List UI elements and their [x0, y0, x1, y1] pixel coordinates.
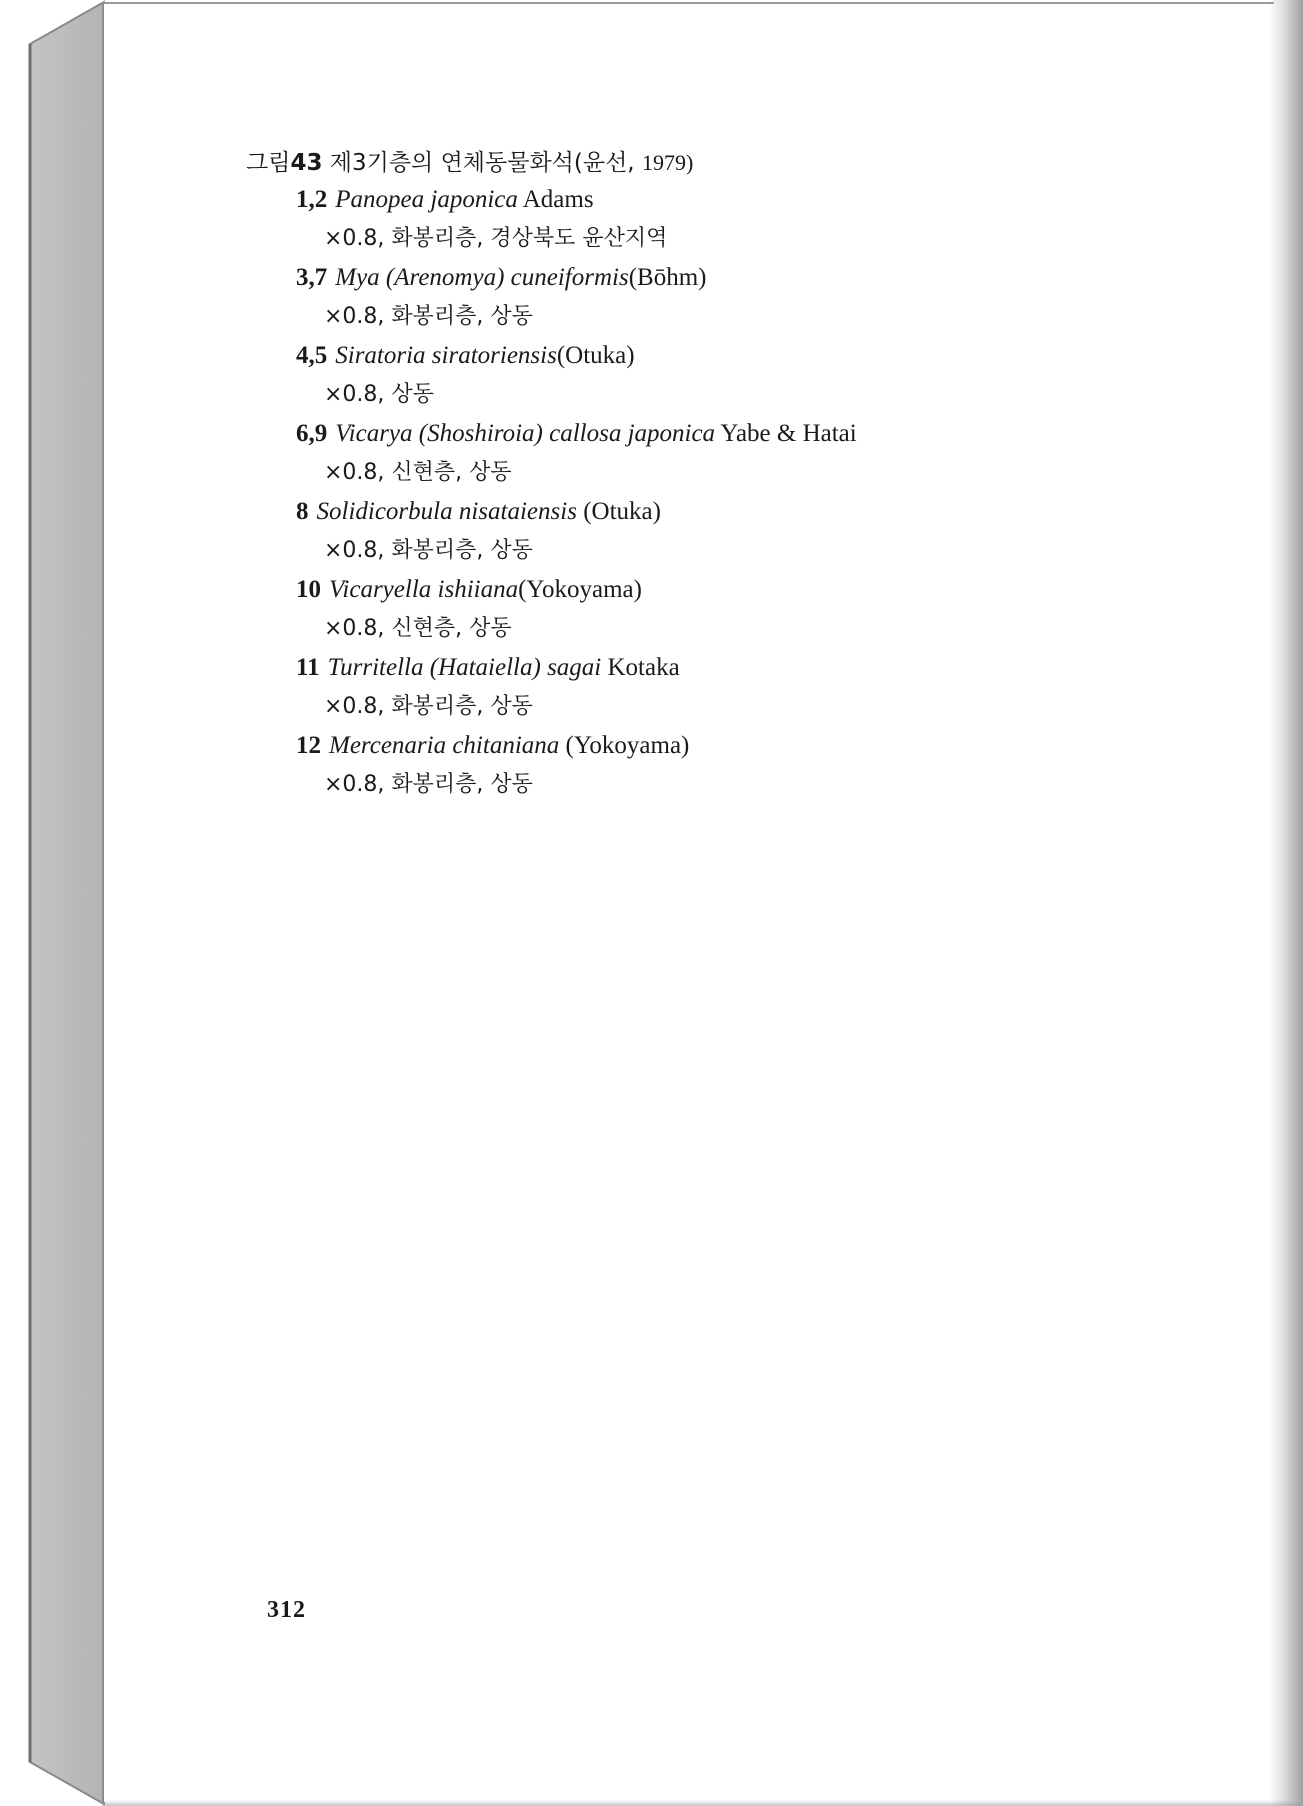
scientific-name: Panopea japonica: [335, 186, 518, 213]
species-author: (Yokoyama): [518, 576, 642, 603]
species-line: [246, 336, 1146, 375]
caption-title: [246, 146, 1146, 180]
figure-numbers: 12: [296, 732, 321, 759]
figure-numbers: 11: [296, 654, 320, 681]
figure-numbers: 1,2: [296, 186, 328, 213]
caption-number: 43: [290, 150, 323, 176]
scientific-name: Solidicorbula nisataiensis: [316, 498, 577, 525]
figure-numbers: 3,7: [296, 264, 328, 291]
figure-caption: [246, 146, 1146, 804]
book-spine: [0, 0, 110, 1806]
species-entry: [246, 570, 1146, 648]
species-author: (Bōhm): [628, 264, 707, 291]
species-detail: ×0.8, 신현층, 상동: [324, 616, 512, 641]
species-entry: [246, 258, 1146, 336]
species-entry: [246, 492, 1146, 570]
scientific-name: Mya (Arenomya) cuneiformis: [335, 264, 629, 291]
species-line: [246, 492, 1146, 531]
figure-numbers: 10: [296, 576, 321, 603]
page-bottom-shadow: [102, 1800, 1302, 1806]
species-detail: ×0.8, 상동: [324, 382, 434, 407]
species-detail: ×0.8, 화봉리층, 상동: [324, 694, 533, 719]
page-edge-shadow: [1269, 0, 1303, 1806]
species-author: (Otuka): [583, 498, 661, 525]
figure-numbers: 8: [296, 498, 309, 525]
species-entry: [246, 414, 1146, 492]
species-author: Kotaka: [607, 654, 680, 681]
species-line: [246, 180, 1146, 219]
species-entry: [246, 180, 1146, 258]
species-detail: ×0.8, 화봉리층, 상동: [324, 304, 533, 329]
species-entry: [246, 726, 1146, 804]
page-number: 312: [267, 1597, 306, 1623]
caption-text: 제3기층의 연체동물화석(윤선,: [329, 150, 635, 176]
caption-year: 1979): [641, 150, 694, 175]
species-author: Yabe & Hatai: [720, 420, 857, 447]
species-entry: [246, 336, 1146, 414]
species-list: [246, 180, 1146, 804]
species-detail: ×0.8, 화봉리층, 상동: [324, 538, 533, 563]
scientific-name: Vicaryella ishiiana: [329, 576, 519, 603]
species-line: [246, 726, 1146, 765]
figure-numbers: 4,5: [296, 342, 328, 369]
species-line: [246, 258, 1146, 297]
caption-label: 그림: [246, 150, 291, 176]
scientific-name: Mercenaria chitaniana: [329, 732, 560, 759]
figure-numbers: 6,9: [296, 420, 328, 447]
species-line: [246, 570, 1146, 609]
species-line: [246, 648, 1146, 687]
species-author: Adams: [522, 186, 594, 213]
species-entry: [246, 648, 1146, 726]
species-detail: ×0.8, 화봉리층, 상동: [324, 772, 533, 797]
species-author: (Yokoyama): [565, 732, 690, 759]
scientific-name: Turritella (Hataiella) sagai: [327, 654, 602, 681]
species-detail: ×0.8, 화봉리층, 경상북도 윤산지역: [324, 226, 668, 251]
species-author: (Otuka): [556, 342, 635, 369]
species-line: [246, 414, 1146, 453]
scientific-name: Vicarya (Shoshiroia) callosa japonica: [335, 420, 716, 447]
species-detail: ×0.8, 신현층, 상동: [324, 460, 512, 485]
scientific-name: Siratoria siratoriensis: [335, 342, 557, 369]
